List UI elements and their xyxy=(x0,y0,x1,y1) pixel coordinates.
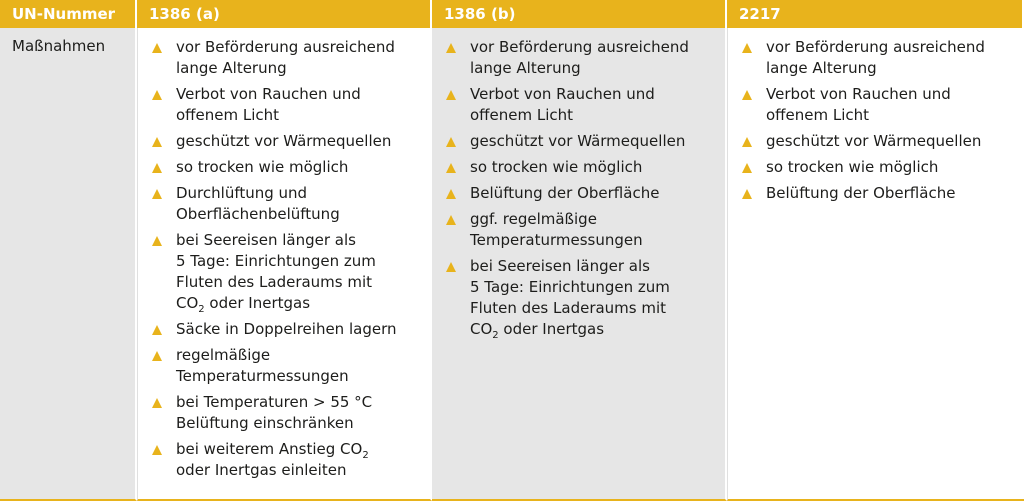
list-item-text-cont: oder Inertgas einleiten xyxy=(176,461,347,479)
measures-list-1386-a xyxy=(150,37,420,481)
list-item-text: regelmäßige Temperaturmessungen xyxy=(176,346,349,385)
list-item xyxy=(740,157,1014,178)
list-item-text: geschützt vor Wärmequellen xyxy=(470,132,686,150)
cell-1386-a xyxy=(137,28,432,501)
list-item-text: Säcke in Doppelreihen lagern xyxy=(176,320,397,338)
triangle-bullet-icon xyxy=(152,43,162,53)
list-item-text: vor Beförderung ausreichend lange Alterung xyxy=(766,38,985,77)
triangle-bullet-icon xyxy=(446,43,456,53)
cell-2217 xyxy=(727,28,1024,501)
list-item-text: bei weiterem Anstieg CO xyxy=(176,440,363,458)
triangle-bullet-icon xyxy=(152,398,162,408)
triangle-bullet-icon xyxy=(152,163,162,173)
list-item xyxy=(444,183,715,204)
header-2217: 2217 xyxy=(727,0,1024,28)
list-item xyxy=(150,157,420,178)
triangle-bullet-icon xyxy=(446,90,456,100)
list-item-text: geschützt vor Wärmequellen xyxy=(176,132,392,150)
list-item-text: ggf. regelmäßige Temperaturmessungen xyxy=(470,210,643,249)
list-item xyxy=(740,131,1014,152)
triangle-bullet-icon xyxy=(742,137,752,147)
list-item-text: Verbot von Rauchen und offenem Licht xyxy=(766,85,951,124)
list-item-text: vor Beförderung ausreichend lange Alterung xyxy=(176,38,395,77)
list-item-text: geschützt vor Wärmequellen xyxy=(766,132,982,150)
triangle-bullet-icon xyxy=(152,137,162,147)
cell-1386-b xyxy=(432,28,727,501)
row-label-massnahmen: Maßnahmen xyxy=(0,28,137,501)
list-item xyxy=(740,183,1014,204)
list-item-text: Belüftung der Oberfläche xyxy=(470,184,660,202)
list-item-text: Verbot von Rauchen und offenem Licht xyxy=(470,85,655,124)
triangle-bullet-icon xyxy=(152,90,162,100)
triangle-bullet-icon xyxy=(152,325,162,335)
list-item xyxy=(150,37,420,79)
triangle-bullet-icon xyxy=(742,189,752,199)
list-item-text: so trocken wie möglich xyxy=(470,158,643,176)
triangle-bullet-icon xyxy=(152,189,162,199)
triangle-bullet-icon xyxy=(446,215,456,225)
list-item xyxy=(150,392,420,434)
list-item xyxy=(150,439,420,481)
triangle-bullet-icon xyxy=(742,163,752,173)
list-item-text-cont: oder Inertgas xyxy=(204,294,311,312)
list-item xyxy=(444,209,715,251)
triangle-bullet-icon xyxy=(446,262,456,272)
header-1386-a: 1386 (a) xyxy=(137,0,432,28)
list-item xyxy=(150,319,420,340)
list-item-text: bei Seereisen länger als 5 Tage: Einrichtungen zum Fluten des Laderaums mit CO xyxy=(176,231,376,312)
triangle-bullet-icon xyxy=(742,90,752,100)
triangle-bullet-icon xyxy=(446,189,456,199)
header-1386-b: 1386 (b) xyxy=(432,0,727,28)
list-item-text: bei Temperaturen > 55 °C Belüftung einschränken xyxy=(176,393,373,432)
list-item xyxy=(444,37,715,79)
list-item-text-cont: oder Inertgas xyxy=(498,320,605,338)
list-item xyxy=(740,84,1014,126)
header-un-nummer: UN-Nummer xyxy=(0,0,137,28)
list-item xyxy=(444,84,715,126)
list-item-text: so trocken wie möglich xyxy=(766,158,939,176)
list-item xyxy=(740,37,1014,79)
triangle-bullet-icon xyxy=(742,43,752,53)
list-item-text: Durchlüftung und Oberflächenbelüftung xyxy=(176,184,340,223)
list-item xyxy=(444,157,715,178)
list-item xyxy=(150,131,420,152)
list-item xyxy=(150,230,420,314)
subscript: 2 xyxy=(492,330,499,341)
list-item-text: vor Beförderung ausreichend lange Alterung xyxy=(470,38,689,77)
list-item-text: so trocken wie möglich xyxy=(176,158,349,176)
subscript: 2 xyxy=(198,304,205,315)
list-item-text: Belüftung der Oberfläche xyxy=(766,184,956,202)
list-item-text: Verbot von Rauchen und offenem Licht xyxy=(176,85,361,124)
triangle-bullet-icon xyxy=(152,351,162,361)
triangle-bullet-icon xyxy=(446,163,456,173)
list-item xyxy=(150,345,420,387)
list-item xyxy=(150,183,420,225)
list-item xyxy=(150,84,420,126)
measures-list-1386-b xyxy=(444,37,715,340)
list-item xyxy=(444,256,715,340)
subscript: 2 xyxy=(362,450,369,461)
triangle-bullet-icon xyxy=(152,236,162,246)
list-item xyxy=(444,131,715,152)
triangle-bullet-icon xyxy=(446,137,456,147)
measures-list-2217 xyxy=(740,37,1014,204)
list-item-text: bei Seereisen länger als 5 Tage: Einrichtungen zum Fluten des Laderaums mit CO xyxy=(470,257,670,338)
triangle-bullet-icon xyxy=(152,445,162,455)
